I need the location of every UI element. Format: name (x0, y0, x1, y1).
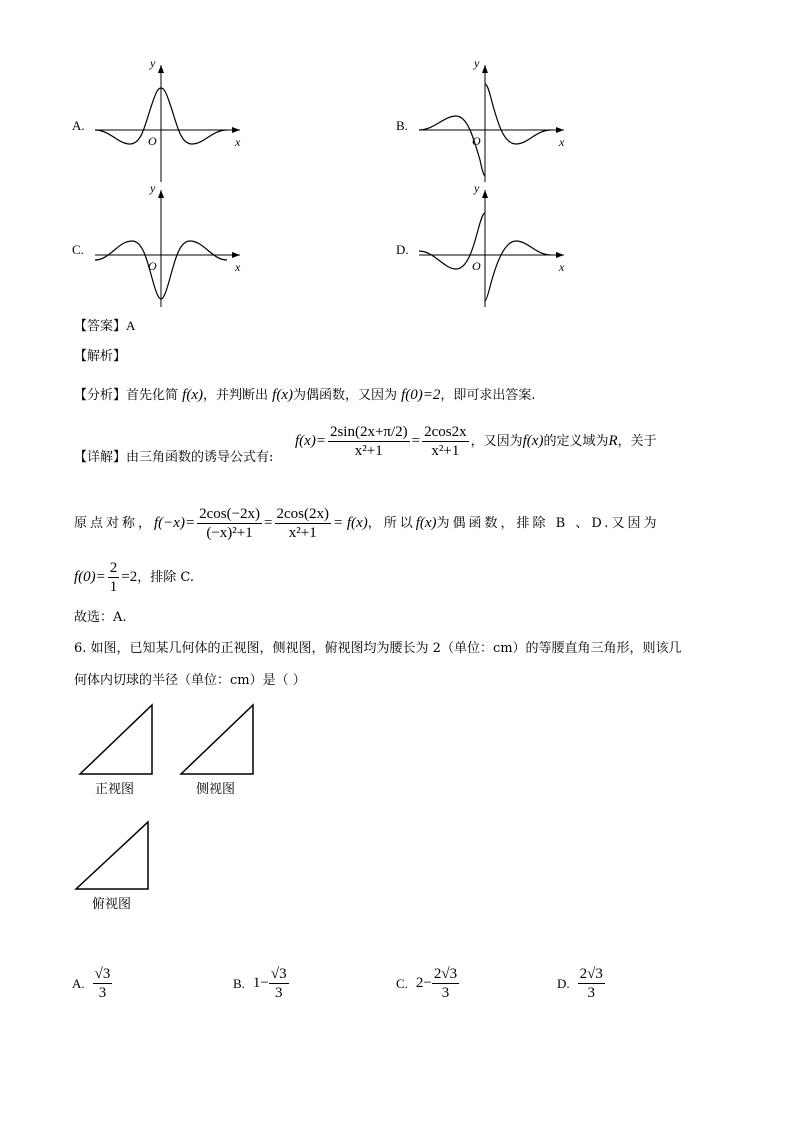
detail-line-2: 原点对称， f(−x)= $\frac{2\cos(-2x)}{\text{(−x)²+1}}$ = $\frac{2\cos(2x)}{\text{x²+1}}$ = f(x) ，所以 f(x) 为偶函数，排除 B 、D.又因为 (74, 506, 660, 541)
x-axis-label: x (235, 135, 241, 149)
answer-line: 【答案】A (74, 318, 136, 334)
svg-text:y: y (474, 60, 480, 70)
front-view-label: 正视图 (95, 782, 135, 797)
side-view-label: 侧视图 (196, 782, 236, 797)
graph-c (90, 185, 250, 310)
fenxi-line: 【分析】首先化简 f(x)，并判断出 f(x)为偶函数，又因为 f(0)=2，即可求出答案. (74, 387, 536, 403)
graph-a (90, 60, 250, 185)
graph-d (414, 185, 574, 310)
xiangjie-line: 【详解】由三角函数的诱导公式有: (74, 450, 274, 465)
top-view-label: 俯视图 (92, 897, 132, 912)
origin-label: O (148, 134, 157, 148)
option-b[interactable]: B. 1− $\frac{√3}{3}$ (233, 966, 287, 1001)
front-view-triangle (78, 702, 158, 778)
svg-text:y: y (474, 185, 480, 195)
q6-text-line1: 6. 如图，已知某几何体的正视图，侧视图，俯视图均为腰长为 2（单位：cm）的等腰直角三角形，则该几 (74, 641, 682, 656)
svg-text:x: x (235, 260, 241, 274)
top-view-triangle (74, 819, 154, 893)
xiangjie-formula: f(x)= $\frac{2\sin(2x+\pi/2)}{\text{x²+1}}$ = $\frac{2\cos 2x}{\text{x²+1}}$ ，又因为 f(x) 的定义域为 R ，关于 (295, 424, 657, 459)
svg-text:O: O (472, 134, 481, 148)
q6-text-line2: 何体内切球的半径（单位：cm）是（ ） (74, 673, 306, 688)
svg-text:x: x (559, 135, 565, 149)
graph-b (414, 60, 574, 185)
graph-b-label: B. (396, 118, 408, 133)
svg-text:O: O (472, 259, 481, 273)
graph-d-label: D. (396, 242, 409, 257)
analysis-tag: 【解析】 (74, 349, 127, 364)
graph-a-label: A. (72, 118, 85, 133)
option-a[interactable]: A. $\frac{√3}{3}$ (72, 966, 111, 1001)
detail-line-3: f(0)= $\frac{2}{1}$ =2 ，排除 C. (74, 560, 194, 595)
svg-text:x: x (559, 260, 565, 274)
graph-c-label: C. (72, 242, 84, 257)
option-d[interactable]: D. $\frac{2√3}{3}$ (557, 966, 603, 1001)
guxuan-line: 故选：A. (74, 610, 127, 625)
svg-text:O: O (148, 259, 157, 273)
side-view-triangle (179, 702, 259, 778)
option-c[interactable]: C. 2− $\frac{2√3}{3}$ (396, 966, 458, 1001)
y-axis-label: y (150, 60, 156, 70)
svg-text:y: y (150, 185, 156, 195)
